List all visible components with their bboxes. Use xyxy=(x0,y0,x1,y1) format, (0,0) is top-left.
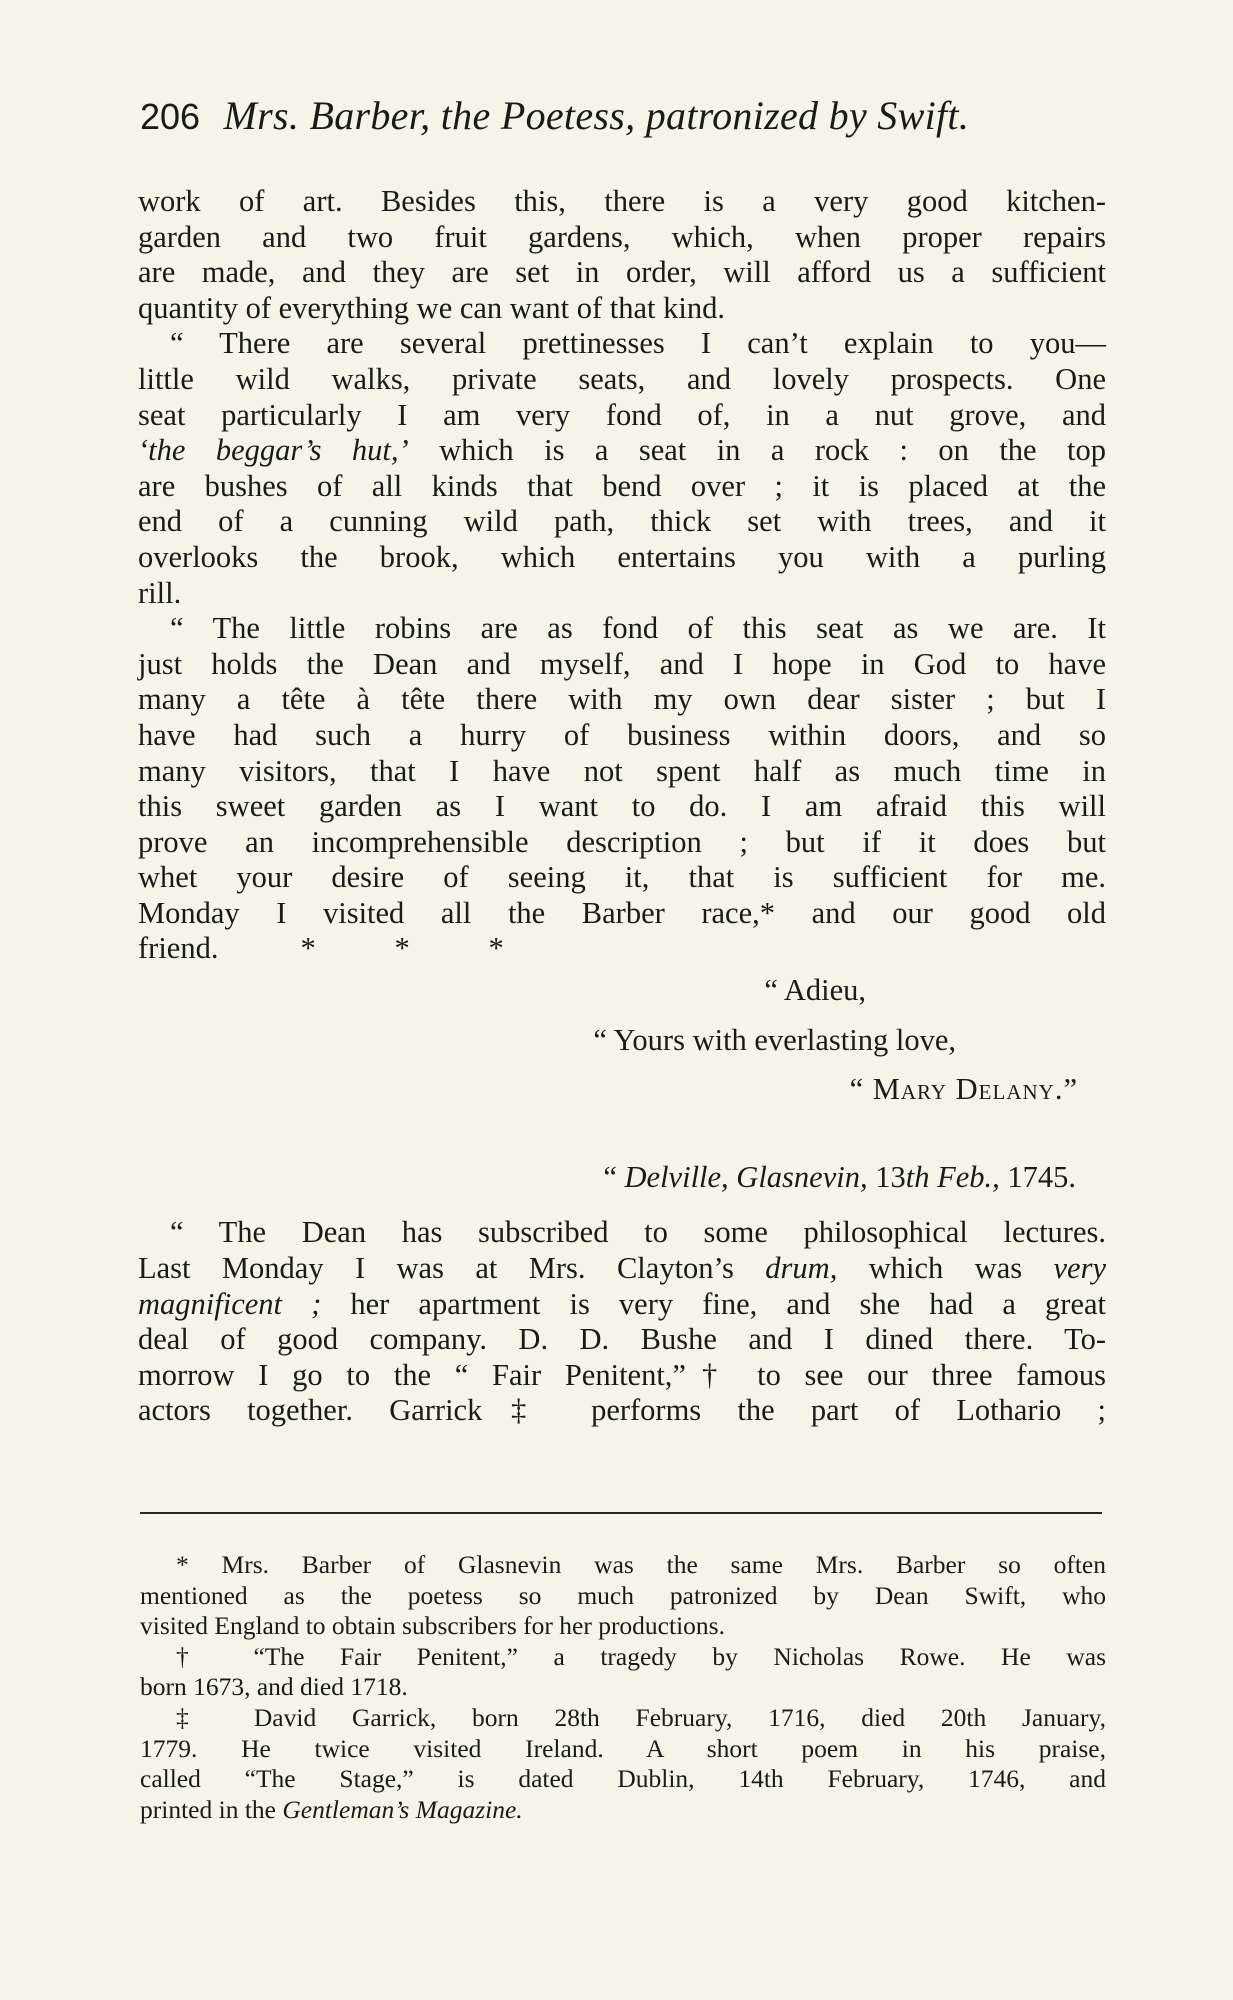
text-line: just holds the Dean and myself, and I hope in God to have xyxy=(138,646,1106,681)
text-fragment: printed in the xyxy=(140,1794,276,1824)
text-line: whet your desire of seeing it, that is sufficient for me. xyxy=(138,860,1106,895)
footnote-line: 1779. He twice visited Ireland. A short poem in his praise, xyxy=(140,1733,1106,1763)
text-fragment: which was xyxy=(868,1251,1023,1286)
footnote-line xyxy=(140,1795,1106,1826)
text-fragment: friend. xyxy=(138,931,219,966)
footnote-line: born 1673, and died 1718. xyxy=(140,1672,408,1702)
star-mark: * xyxy=(394,931,410,966)
footnote-line: called “The Stage,” is dated Dublin, 14th February, 1746, and xyxy=(140,1764,1106,1794)
text-line: rill. xyxy=(138,575,182,610)
asterism xyxy=(300,931,582,967)
text-line: overlooks the brook, which entertains you with a purling xyxy=(138,539,1106,574)
letter-closing: “ Adieu, xyxy=(764,973,866,1008)
footnote-line: ‡ David Garrick, born 28th February, 1716, died 20th January, xyxy=(176,1702,1106,1732)
text-line xyxy=(138,1251,1106,1287)
text-line: this sweet garden as I want to do. I am afraid this will xyxy=(138,789,1106,824)
text-line xyxy=(138,931,1106,967)
dateline-quote: “ xyxy=(603,1159,617,1194)
letter-signature: “ Mary Delany.” xyxy=(849,1072,1078,1107)
footnote-line: mentioned as the poetess so much patronized by Dean Swift, who xyxy=(140,1580,1106,1610)
text-line: seat particularly I am very fond of, in a nut grove, and xyxy=(138,397,1106,432)
dateline-day-suffix: th xyxy=(905,1159,930,1194)
text-line: prove an incomprehensible description ; but if it does but xyxy=(138,824,1106,859)
footnote-line: † “The Fair Penitent,” a tragedy by Nicholas Rowe. He was xyxy=(176,1641,1106,1671)
dateline-year: 1745. xyxy=(1007,1159,1076,1194)
text-line: “ There are several prettinesses I can’t explain to you— xyxy=(170,326,1106,361)
text-line: many a tête à tête there with my own dear sister ; but I xyxy=(138,682,1106,717)
star-mark: * xyxy=(300,931,316,966)
running-title: Mrs. Barber, the Poetess, patronized by Swift. xyxy=(223,93,970,138)
letter-valediction: “ Yours with everlasting love, xyxy=(593,1022,956,1057)
text-line: work of art. Besides this, there is a very good kitchen- xyxy=(138,184,1106,218)
text-line: morrow I go to the “ Fair Penitent,”† to see our three famous xyxy=(138,1357,1106,1392)
text-fragment: her apartment is very fine, and she had a great xyxy=(350,1286,1106,1321)
text-line: have had such a hurry of business within doors, and so xyxy=(138,717,1106,752)
text-line xyxy=(138,1287,1106,1323)
text-line: little wild walks, private seats, and lovely prospects. One xyxy=(138,361,1106,396)
text-line: many visitors, that I have not spent half as much time in xyxy=(138,753,1106,788)
text-line: Monday I visited all the Barber race,* and our good old xyxy=(138,895,1106,930)
footnote-rule xyxy=(140,1512,1102,1514)
text-fragment: which is a seat in a rock : on the top xyxy=(439,433,1106,468)
text-line: are bushes of all kinds that bend over ; it is placed at the xyxy=(138,468,1106,503)
dateline-month: Feb., xyxy=(937,1159,1000,1194)
footnote-line: visited England to obtain subscribers for her productions. xyxy=(140,1611,725,1641)
text-line: garden and two fruit gardens, which, when proper repairs xyxy=(138,219,1106,254)
text-line: “ The Dean has subscribed to some philosophical lectures. xyxy=(170,1215,1106,1250)
dateline xyxy=(138,1160,1106,1196)
text-line: actors together. Garrick‡ performs the part of Lothario ; xyxy=(138,1393,1106,1428)
magazine-title: Gentleman’s Magazine. xyxy=(282,1794,523,1824)
dateline-day: 13 xyxy=(875,1159,906,1194)
text-line: quantity of everything we can want of that kind. xyxy=(138,290,725,325)
beggars-hut-italic: ‘the beggar’s hut,’ xyxy=(138,433,409,468)
footnote-line: * Mrs. Barber of Glasnevin was the same Mrs. Barber so often xyxy=(176,1550,1106,1579)
main-text xyxy=(138,184,1106,1429)
text-line: are made, and they are set in order, will afford us a sufficient xyxy=(138,255,1106,290)
running-header xyxy=(140,92,1100,142)
text-line xyxy=(138,433,1106,469)
page-number: 206 xyxy=(140,96,201,137)
text-line: “ The little robins are as fond of this seat as we are. It xyxy=(170,611,1106,646)
text-line: end of a cunning wild path, thick set with trees, and it xyxy=(138,504,1106,539)
magnificent-italic: magnificent ; xyxy=(138,1286,322,1321)
footnotes xyxy=(140,1550,1106,1825)
text-line: deal of good company. D. D. Bushe and I dined there. To- xyxy=(138,1322,1106,1357)
very-italic: very xyxy=(1053,1251,1106,1286)
star-mark: * xyxy=(488,931,504,966)
drum-italic: drum, xyxy=(765,1251,838,1286)
dateline-place: Delville, Glasnevin, xyxy=(624,1159,868,1194)
text-fragment: Last Monday I was at Mrs. Clayton’s xyxy=(138,1251,734,1286)
